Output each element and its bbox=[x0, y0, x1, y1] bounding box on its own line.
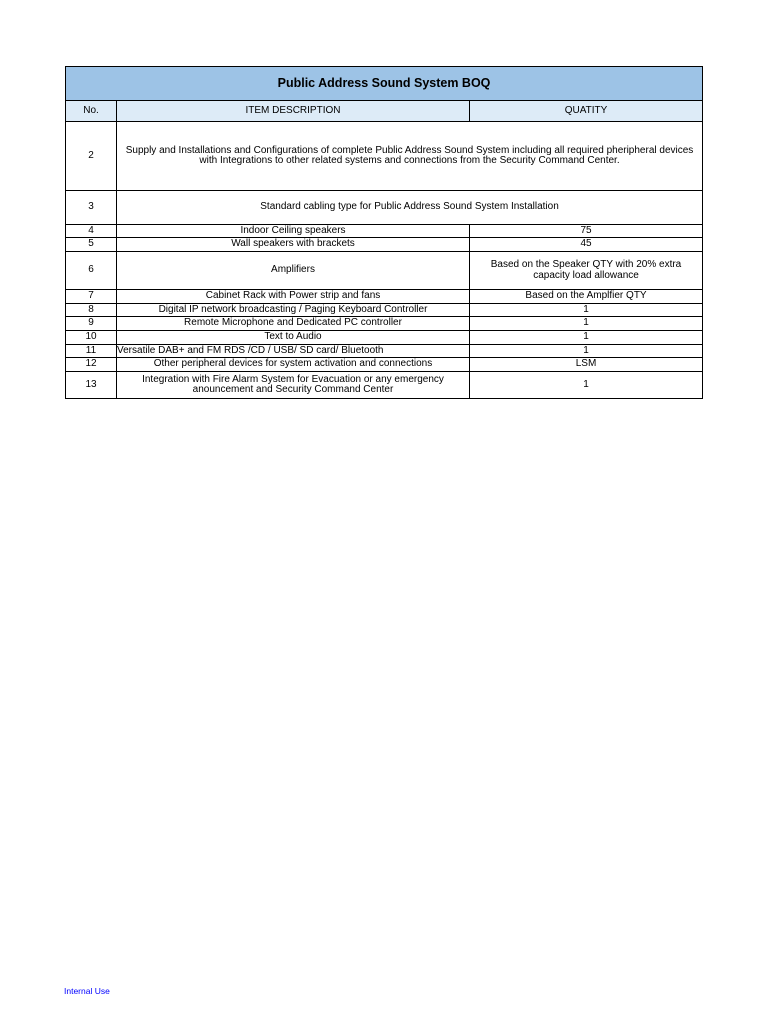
row-no: 3 bbox=[66, 191, 117, 225]
row-quantity-line: capacity load allowance bbox=[533, 269, 639, 281]
table-row bbox=[66, 191, 703, 225]
row-description: Other peripheral devices for system activation and connections bbox=[117, 358, 470, 372]
row-description: Cabinet Rack with Power strip and fans bbox=[117, 290, 470, 304]
header-quantity: QUATITY bbox=[470, 101, 703, 122]
row-no: 9 bbox=[66, 317, 117, 331]
row-quantity: 1 bbox=[470, 331, 703, 345]
table-row bbox=[66, 358, 703, 372]
row-quantity: 1 bbox=[470, 372, 703, 399]
title-row bbox=[66, 67, 703, 101]
row-no: 10 bbox=[66, 331, 117, 345]
row-no: 2 bbox=[66, 122, 117, 191]
row-description bbox=[117, 372, 470, 399]
row-quantity bbox=[470, 252, 703, 290]
row-description-line: Supply and Installations and Configurations of complete Public Address Sound System including all required pheripheral devices bbox=[125, 144, 694, 156]
table-title: Public Address Sound System BOQ bbox=[66, 67, 703, 101]
row-description-line: with Integrations to other related systems and connections from the Security Command Center. bbox=[199, 155, 620, 166]
row-description: Text to Audio bbox=[117, 331, 470, 345]
row-no: 5 bbox=[66, 238, 117, 252]
table-row bbox=[66, 290, 703, 304]
row-description: Digital IP network broadcasting / Paging Keyboard Controller bbox=[117, 304, 470, 317]
table-row bbox=[66, 252, 703, 290]
table-row bbox=[66, 238, 703, 252]
header-row bbox=[66, 101, 703, 122]
row-description: Versatile DAB+ and FM RDS /CD / USB/ SD card/ Bluetooth bbox=[117, 345, 470, 358]
row-description: Amplifiers bbox=[117, 252, 470, 290]
row-quantity: 1 bbox=[470, 317, 703, 331]
table-row bbox=[66, 331, 703, 345]
row-quantity: LSM bbox=[470, 358, 703, 372]
row-description: Remote Microphone and Dedicated PC controller bbox=[117, 317, 470, 331]
row-description: Wall speakers with brackets bbox=[117, 238, 470, 252]
row-no: 4 bbox=[66, 225, 117, 238]
row-quantity-line: Based on the Speaker QTY with 20% extra bbox=[490, 259, 682, 270]
table-row bbox=[66, 345, 703, 358]
internal-use-label: Internal Use bbox=[64, 986, 110, 996]
row-no: 7 bbox=[66, 290, 117, 304]
row-no: 13 bbox=[66, 372, 117, 399]
boq-table bbox=[65, 66, 703, 399]
row-no: 8 bbox=[66, 304, 117, 317]
row-description: Standard cabling type for Public Address Sound System Installation bbox=[117, 191, 703, 225]
row-no: 11 bbox=[66, 345, 117, 358]
row-quantity: 75 bbox=[470, 225, 703, 238]
row-quantity: 1 bbox=[470, 304, 703, 317]
row-no: 6 bbox=[66, 252, 117, 290]
row-quantity: Based on the Amplfier QTY bbox=[470, 290, 703, 304]
table-row bbox=[66, 317, 703, 331]
row-no: 12 bbox=[66, 358, 117, 372]
table-row bbox=[66, 225, 703, 238]
table-row bbox=[66, 122, 703, 191]
row-quantity: 1 bbox=[470, 345, 703, 358]
row-description-line: anouncement and Security Command Center bbox=[192, 384, 394, 395]
row-description: Indoor Ceiling speakers bbox=[117, 225, 470, 238]
table-row bbox=[66, 372, 703, 399]
row-description-line: Integration with Fire Alarm System for Evacuation or any emergency bbox=[142, 373, 444, 385]
row-quantity: 45 bbox=[470, 238, 703, 252]
row-description bbox=[117, 122, 703, 191]
table-row bbox=[66, 304, 703, 317]
header-no: No. bbox=[66, 101, 117, 122]
header-item-description: ITEM DESCRIPTION bbox=[117, 101, 470, 122]
